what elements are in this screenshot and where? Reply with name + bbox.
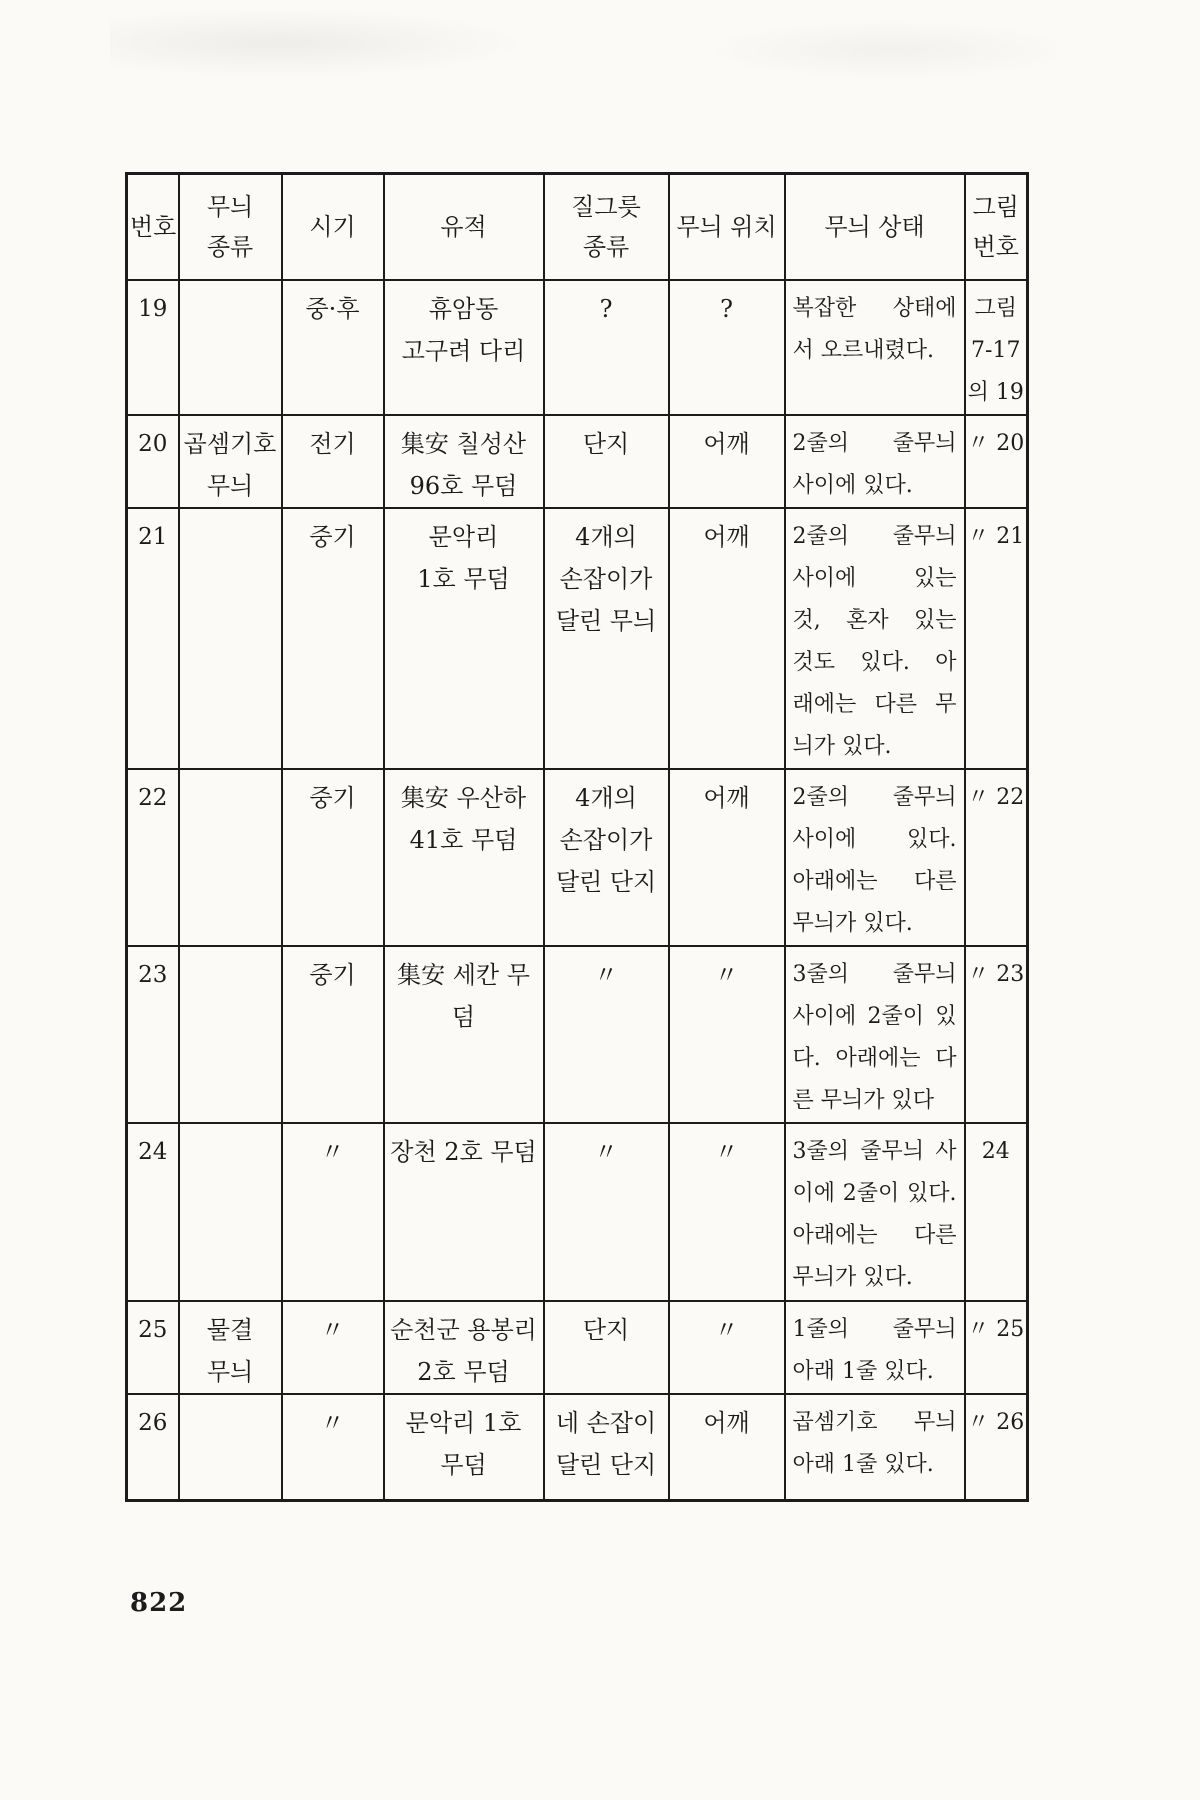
table-row: [127, 1394, 1028, 1501]
cell-site-line: 1호 무덤: [417, 564, 510, 593]
cell-pattern-type: [179, 508, 282, 769]
cell-figure-no-line: 〃 22: [967, 784, 1025, 810]
cell-site-line: 문악리 1호: [405, 1408, 522, 1437]
cell-pottery-type: [544, 946, 669, 1123]
cell-pottery-type: [544, 415, 669, 508]
cell-period: [282, 280, 384, 415]
header-pattern-type-line: 종류: [206, 232, 254, 261]
cell-pattern-type: [179, 415, 282, 508]
cell-site: [384, 769, 544, 946]
cell-pattern-state: [785, 946, 965, 1123]
cell-pattern-type-line: 무늬: [206, 471, 254, 500]
cell-pattern-location-line: 〃: [714, 960, 739, 989]
cell-pattern-state-line: 서 오르내렸다.: [792, 337, 934, 363]
cell-pattern-type: [179, 280, 282, 415]
cell-pattern-state-line: 2줄의 줄무늬: [792, 784, 957, 810]
cell-pottery-type: [544, 508, 669, 769]
cell-pattern-state-line: 아래에는 다른: [792, 1222, 957, 1248]
cell-period-line: 〃: [320, 1408, 345, 1437]
cell-pottery-type-line: 4개의: [575, 522, 637, 551]
cell-pattern-location: [669, 1301, 785, 1394]
cell-site: [384, 415, 544, 508]
cell-pattern-state-line: 사이에 있는: [792, 565, 957, 591]
cell-pattern-location-line: ?: [720, 294, 733, 323]
table-row: [127, 769, 1028, 946]
cell-site: [384, 1301, 544, 1394]
cell-pattern-state-line: 아래 1줄 있다.: [792, 1358, 934, 1384]
cell-pattern-type-line: 곱셈기호: [183, 429, 277, 458]
header-pattern-type: [179, 174, 282, 280]
header-pottery-type: [544, 174, 669, 280]
cell-site-line: 96호 무덤: [409, 471, 518, 500]
cell-figure-no-line: 〃 23: [967, 961, 1025, 987]
cell-figure-no-line: 24: [981, 1138, 1010, 1164]
cell-pottery-type-line: 달린 단지: [555, 1450, 657, 1479]
cell-figure-no: [965, 1301, 1028, 1394]
cell-no: [127, 508, 179, 769]
cell-no: [127, 769, 179, 946]
cell-site-line: 41호 무덤: [409, 825, 518, 854]
cell-figure-no-line: 〃 25: [967, 1316, 1025, 1342]
cell-pottery-type-line: 달린 무늬: [555, 606, 657, 635]
header-pattern-state: [785, 174, 965, 280]
table-row: [127, 415, 1028, 508]
header-figure-no-line: 그림: [972, 192, 1019, 221]
cell-site-line: 덤: [451, 1002, 476, 1031]
cell-figure-no: [965, 946, 1028, 1123]
cell-pattern-type-line: 물결: [206, 1315, 254, 1344]
cell-pattern-location-line: 〃: [714, 1315, 739, 1344]
header-pattern-type-line: 무늬: [206, 192, 254, 221]
cell-figure-no: [965, 508, 1028, 769]
cell-pottery-type-line: 단지: [582, 1315, 630, 1344]
cell-pattern-state-line: 곱셈기호 무늬: [792, 1409, 957, 1435]
cell-site: [384, 1394, 544, 1501]
cell-period: [282, 508, 384, 769]
cell-no: [127, 1301, 179, 1394]
cell-site-line: 集安 칠성산: [400, 429, 527, 458]
cell-figure-no: [965, 415, 1028, 508]
header-period-line: 시기: [309, 212, 356, 241]
cell-pattern-state-line: 사이에 있다.: [792, 472, 913, 498]
cell-pottery-type-line: ?: [599, 294, 613, 323]
cell-pattern-state-line: 무늬가 있다.: [792, 1264, 913, 1290]
header-pattern-location-line: 무늬 위치: [676, 212, 777, 241]
cell-pattern-state-line: 2줄의 줄무늬: [792, 523, 957, 549]
cell-site-line: 集安 세칸 무: [397, 960, 530, 989]
header-period: [282, 174, 384, 280]
cell-figure-no-line: 〃 21: [967, 523, 1025, 549]
cell-no: [127, 946, 179, 1123]
cell-pattern-location-line: 어깨: [703, 522, 750, 551]
cell-no-line: 24: [138, 1138, 168, 1165]
header-no-line: 번호: [130, 212, 177, 241]
cell-no-line: 22: [138, 784, 168, 811]
cell-period-line: 중기: [309, 960, 356, 989]
cell-site-line: 휴암동: [428, 294, 499, 323]
cell-pottery-type-line: 〃: [594, 960, 618, 989]
cell-pattern-location-line: 〃: [714, 1137, 739, 1166]
cell-figure-no-line: 의 19: [967, 379, 1024, 405]
cell-pattern-state-line: 늬가 있다.: [792, 733, 892, 759]
cell-pattern-type: [179, 1123, 282, 1301]
cell-pottery-type-line: 달린 단지: [555, 867, 657, 896]
cell-pattern-state-line: 2줄의 줄무늬: [792, 430, 957, 456]
cell-pattern-state: [785, 1123, 965, 1301]
cell-no-line: 21: [138, 523, 168, 550]
cell-pattern-location: [669, 508, 785, 769]
cell-period: [282, 1301, 384, 1394]
cell-figure-no-line: 〃 26: [967, 1409, 1025, 1435]
cell-no-line: 19: [138, 295, 168, 322]
table-body: [127, 280, 1028, 1501]
cell-no: [127, 1394, 179, 1501]
cell-pattern-state-line: 것, 혼자 있는: [792, 607, 957, 633]
cell-period-line: 〃: [320, 1315, 345, 1344]
cell-pattern-state-line: 아래에는 다른: [792, 868, 957, 894]
cell-pattern-state-line: 3줄의 줄무늬 사: [792, 1138, 957, 1164]
cell-period: [282, 946, 384, 1123]
cell-period: [282, 1394, 384, 1501]
cell-period-line: 중기: [309, 783, 356, 812]
cell-pattern-state-line: 사이에 2줄이 있: [792, 1003, 957, 1029]
cell-site-line: 순천군 용봉리: [390, 1315, 537, 1344]
cell-pottery-type-line: 손잡이가: [559, 564, 653, 593]
header-pottery-type-line: 종류: [582, 232, 630, 261]
cell-pattern-state: [785, 508, 965, 769]
header-figure-no-line: 번호: [972, 232, 1019, 261]
cell-figure-no-line: 그림: [974, 295, 1017, 321]
cell-no: [127, 280, 179, 415]
cell-period: [282, 415, 384, 508]
cell-pattern-state: [785, 1301, 965, 1394]
cell-pattern-state-line: 른 무늬가 있다: [792, 1087, 934, 1113]
cell-figure-no-line: 〃 20: [967, 430, 1025, 456]
header-figure-no: [965, 174, 1028, 280]
header-pottery-type-line: 질그릇: [571, 192, 641, 221]
scan-artifact: [700, 20, 1080, 80]
cell-period-line: 중·후: [305, 294, 360, 323]
cell-pattern-state: [785, 769, 965, 946]
cell-pattern-location: [669, 1123, 785, 1301]
table-row: [127, 508, 1028, 769]
scan-artifact: [110, 8, 530, 78]
cell-pattern-location-line: 어깨: [703, 783, 750, 812]
table-header-row: [127, 174, 1028, 280]
cell-no-line: 23: [138, 961, 168, 988]
header-site-line: 유적: [440, 212, 487, 241]
cell-pattern-state-line: 무늬가 있다.: [792, 910, 913, 936]
cell-pattern-state-line: 아래 1줄 있다.: [792, 1451, 934, 1477]
cell-site-line: 고구려 다리: [401, 336, 526, 365]
cell-pattern-location: [669, 769, 785, 946]
header-no: [127, 174, 179, 280]
cell-pottery-type-line: 단지: [582, 429, 630, 458]
cell-pottery-type: [544, 280, 669, 415]
cell-period-line: 전기: [309, 429, 356, 458]
cell-site-line: 2호 무덤: [417, 1357, 510, 1386]
cell-pattern-location-line: 어깨: [703, 1408, 750, 1437]
cell-pottery-type-line: 〃: [594, 1137, 618, 1166]
table-row: [127, 946, 1028, 1123]
cell-site-line: 무덤: [440, 1450, 487, 1479]
cell-pattern-state: [785, 1394, 965, 1501]
cell-pottery-type-line: 손잡이가: [559, 825, 653, 854]
cell-pattern-state-line: 복잡한 상태에: [792, 295, 957, 321]
cell-period: [282, 1123, 384, 1301]
cell-period-line: 중기: [309, 522, 356, 551]
cell-pattern-type: [179, 946, 282, 1123]
cell-pottery-type-line: 네 손잡이: [555, 1408, 657, 1437]
cell-site: [384, 280, 544, 415]
cell-pattern-state: [785, 280, 965, 415]
cell-site-line: 문악리: [428, 522, 499, 551]
cell-pattern-location: [669, 1394, 785, 1501]
cell-site: [384, 1123, 544, 1301]
cell-pattern-type: [179, 1301, 282, 1394]
cell-pattern-type-line: 무늬: [206, 1357, 254, 1386]
cell-pattern-type: [179, 769, 282, 946]
cell-pottery-type-line: 4개의: [575, 783, 637, 812]
cell-period-line: 〃: [320, 1137, 345, 1166]
cell-pattern-state-line: 이에 2줄이 있다.: [792, 1180, 957, 1206]
cell-pattern-location: [669, 280, 785, 415]
header-site: [384, 174, 544, 280]
table-row: [127, 1301, 1028, 1394]
cell-pattern-state-line: 래에는 다른 무: [792, 691, 957, 717]
cell-site-line: 集安 우산하: [400, 783, 527, 812]
cell-figure-no: [965, 280, 1028, 415]
cell-pattern-location-line: 어깨: [703, 429, 750, 458]
cell-pottery-type: [544, 1123, 669, 1301]
header-pattern-location: [669, 174, 785, 280]
cell-figure-no: [965, 1123, 1028, 1301]
cell-pattern-state-line: 사이에 있다.: [792, 826, 957, 852]
cell-figure-no: [965, 1394, 1028, 1501]
cell-figure-no: [965, 769, 1028, 946]
cell-site: [384, 508, 544, 769]
pottery-pattern-table: [125, 172, 1029, 1502]
table-row: [127, 280, 1028, 415]
cell-pattern-location: [669, 415, 785, 508]
table-row: [127, 1123, 1028, 1301]
cell-period: [282, 769, 384, 946]
cell-pottery-type: [544, 769, 669, 946]
page-number: 822: [130, 1588, 188, 1618]
cell-pattern-state: [785, 415, 965, 508]
cell-pattern-state-line: 1줄의 줄무늬: [792, 1316, 957, 1342]
cell-pottery-type: [544, 1301, 669, 1394]
cell-no-line: 26: [138, 1409, 168, 1436]
cell-no-line: 20: [138, 430, 168, 457]
cell-pattern-state-line: 다. 아래에는 다: [792, 1045, 957, 1071]
cell-pottery-type: [544, 1394, 669, 1501]
cell-pattern-location: [669, 946, 785, 1123]
cell-pattern-type: [179, 1394, 282, 1501]
cell-no: [127, 1123, 179, 1301]
header-pattern-state-line: 무늬 상태: [824, 212, 925, 241]
cell-figure-no-line: 7-17: [971, 337, 1021, 363]
cell-no: [127, 415, 179, 508]
cell-no-line: 25: [138, 1316, 168, 1343]
cell-pattern-state-line: 것도 있다. 아: [792, 649, 957, 675]
cell-pattern-state-line: 3줄의 줄무늬: [792, 961, 957, 987]
cell-site-line: 장천 2호 무덤: [390, 1137, 537, 1166]
cell-site: [384, 946, 544, 1123]
